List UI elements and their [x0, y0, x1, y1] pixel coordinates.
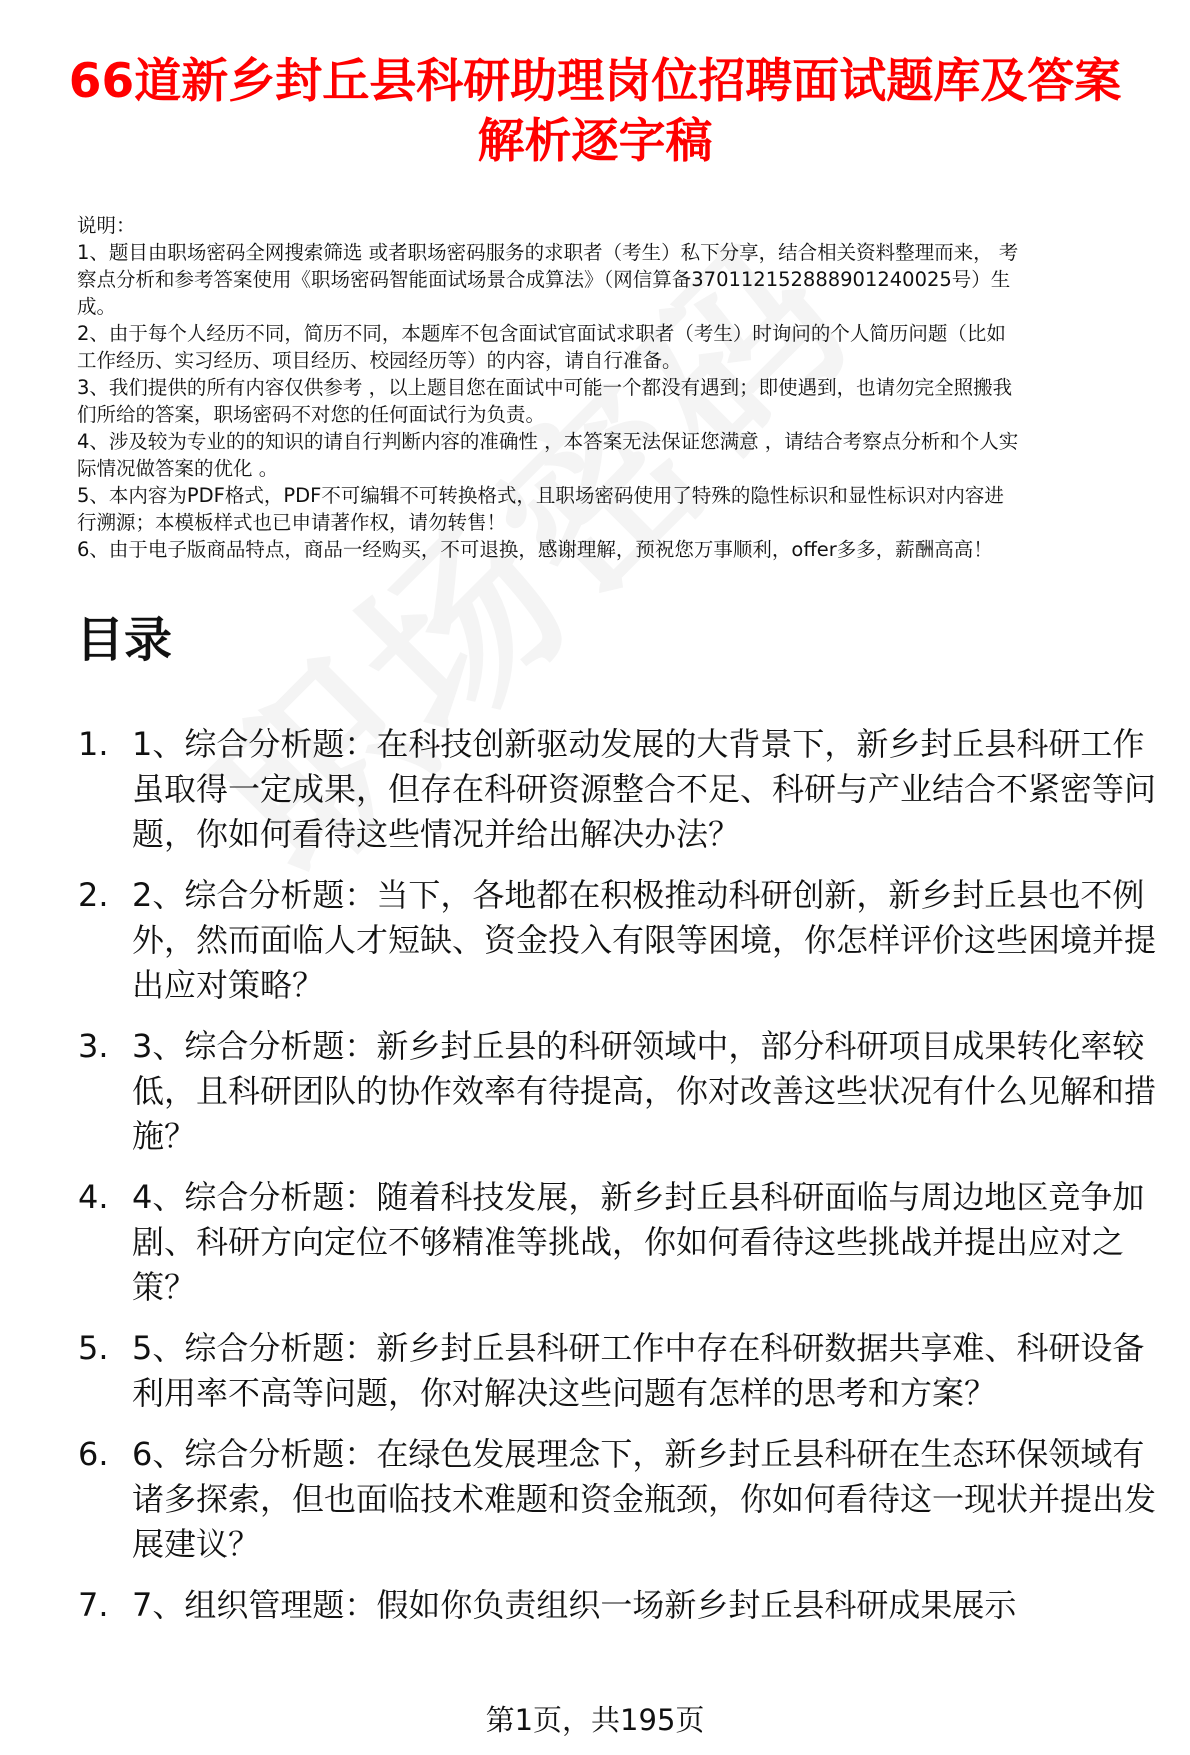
toc-item[interactable] [78, 1583, 1173, 1628]
note-line: 4、涉及较为专业的的知识的请自行判断内容的准确性 ，本答案无法保证您满意 ，请结合考察点分析和个人实 [77, 430, 1019, 453]
toc-list [78, 722, 1173, 1644]
toc-item[interactable] [78, 873, 1173, 1008]
toc-item[interactable] [78, 1432, 1173, 1567]
toc-item-text: 5、综合分析题：新乡封丘县科研工作中存在科研数据共享难、科研设备利用率不高等问题，你对解决这些问题有怎样的思考和方案？ [132, 1329, 1145, 1412]
toc-item-number: 2. [78, 876, 109, 914]
toc-item[interactable] [78, 1024, 1173, 1159]
document-title: 66道新乡封丘县科研助理岗位招聘面试题库及答案解析逐字稿 [68, 54, 1122, 169]
note-line: 1、题目由职场密码全网搜索筛选 或者职场密码服务的求职者（考生）私下分享，结合相关资料整理而来， 考 [77, 241, 1019, 264]
toc-item-number: 7. [78, 1586, 109, 1624]
toc-item-number: 6. [78, 1435, 109, 1473]
note-line: 3、我们提供的所有内容仅供参考 ，以上题目您在面试中可能一个都没有遇到；即使遇到，也请勿完全照搬我 [77, 376, 1013, 399]
note-line: 们所给的答案，职场密码不对您的任何面试行为负责。 [77, 403, 546, 426]
toc-item-text: 3、综合分析题：新乡封丘县的科研领域中，部分科研项目成果转化率较低，且科研团队的协作效率有待提高，你对改善这些状况有什么见解和措施？ [132, 1027, 1157, 1155]
toc-item-text: 7、组织管理题：假如你负责组织一场新乡封丘县科研成果展示 [132, 1586, 1017, 1624]
toc-heading: 目录 [76, 612, 173, 668]
toc-item-text: 2、综合分析题：当下，各地都在积极推动科研创新，新乡封丘县也不例外，然而面临人才短缺、资金投入有限等困境，你怎样评价这些困境并提出应对策略？ [132, 876, 1157, 1004]
toc-item-text: 6、综合分析题：在绿色发展理念下，新乡封丘县科研在生态环保领域有诸多探索，但也面临技术难题和资金瓶颈，你如何看待这一现状并提出发展建议？ [132, 1435, 1157, 1563]
toc-item[interactable] [78, 722, 1173, 857]
toc-item-number: 4. [78, 1178, 109, 1216]
page-footer: 第1页，共195页 [485, 1703, 705, 1737]
toc-item[interactable] [78, 1326, 1173, 1416]
note-line: 成。 [77, 295, 117, 318]
note-line: 2、由于每个人经历不同，简历不同，本题库不包含面试官面试求职者（考生）时询问的个人简历问题（比如 [77, 322, 1006, 345]
toc-item[interactable] [78, 1175, 1173, 1310]
notes-section [77, 212, 1162, 563]
note-line: 说明： [77, 214, 136, 237]
note-line: 工作经历、实习经历、项目经历、校园经历等）的内容，请自行准备。 [77, 349, 682, 372]
note-line: 际情况做答案的优化 。 [77, 457, 279, 480]
toc-item-number: 3. [78, 1027, 109, 1065]
toc-item-number: 1. [78, 725, 109, 763]
toc-item-number: 5. [78, 1329, 109, 1367]
toc-item-text: 1、综合分析题：在科技创新驱动发展的大背景下，新乡封丘县科研工作虽取得一定成果，但存在科研资源整合不足、科研与产业结合不紧密等问题，你如何看待这些情况并给出解决办法？ [132, 725, 1157, 853]
note-line: 察点分析和参考答案使用《职场密码智能面试场景合成算法》（网信算备370112152888901240025号）生 [77, 268, 1011, 291]
note-line: 6、由于电子版商品特点，商品一经购买，不可退换，感谢理解，预祝您万事顺利，offer多多，薪酬高高！ [77, 538, 993, 561]
toc-item-text: 4、综合分析题：随着科技发展，新乡封丘县科研面临与周边地区竞争加剧、科研方向定位不够精准等挑战，你如何看待这些挑战并提出应对之策？ [132, 1178, 1145, 1306]
note-line: 5、本内容为PDF格式，PDF不可编辑不可转换格式，且职场密码使用了特殊的隐性标识和显性标识对内容进 [77, 484, 1004, 507]
note-line: 行溯源；本模板样式也已申请著作权，请勿转售！ [77, 511, 507, 534]
